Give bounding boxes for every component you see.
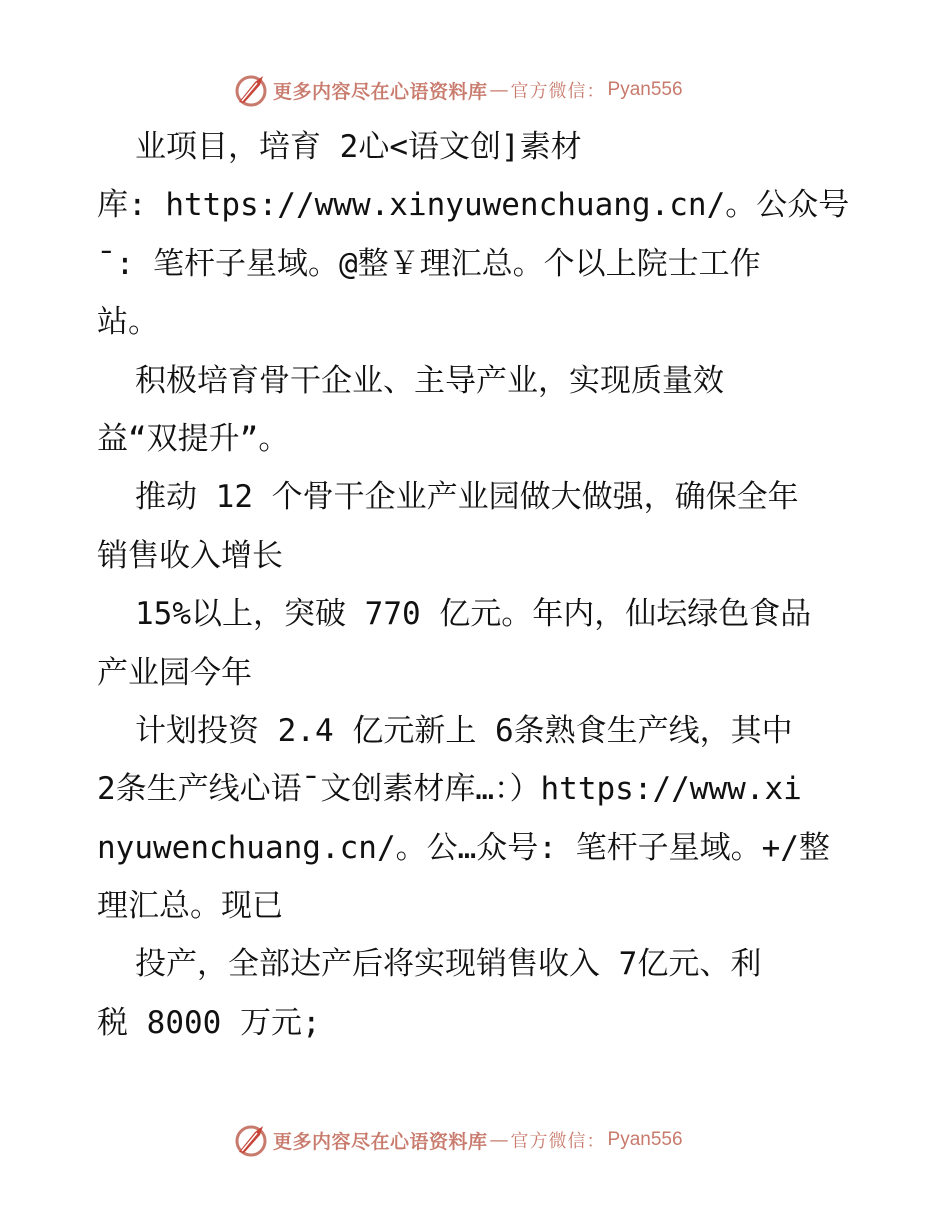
body-line: 积极培育骨干企业、主导产业，实现质量效	[135, 362, 724, 399]
footer-banner-label: 官方微信：	[510, 1131, 606, 1152]
body-line: 推动 12 个骨干企业产业园做大做强，确保全年	[135, 479, 799, 516]
body-line: 销售收入增长	[97, 537, 283, 574]
body-line: 2条生产线心语¯文创素材库…：）https://www.xi	[97, 771, 802, 808]
body-line: 税 8000 万元;	[97, 1004, 321, 1041]
body-line: 益“双提升”。	[97, 420, 290, 457]
header-banner-wechat-id: Pyan556	[607, 79, 683, 100]
header-banner-separator: —	[489, 79, 509, 101]
body-line: 产业园今年	[97, 654, 252, 691]
header-banner	[233, 71, 683, 109]
body-line: 库: https://www.xinyuwenchuang.cn/。公众号	[97, 187, 850, 224]
footer-banner-text: 更多内容尽在心语资料库	[273, 1130, 488, 1153]
header-banner-text: 更多内容尽在心语资料库	[273, 80, 488, 103]
body-line: 计划投资 2.4 亿元新上 6条熟食生产线，其中	[135, 712, 793, 749]
body-line: 15%以上，突破 770 亿元。年内，仙坛绿色食品	[135, 596, 812, 633]
footer-banner-wechat-id: Pyan556	[607, 1129, 683, 1150]
quill-pen-logo-icon	[233, 1122, 269, 1158]
body-line: nyuwenchuang.cn/。公…众号: 笔杆子星域。+/整	[97, 829, 830, 866]
body-line: 站。	[97, 304, 159, 341]
footer-banner-separator: —	[489, 1129, 509, 1151]
footer-banner	[233, 1121, 683, 1159]
body-line: ¯: 笔杆子星域。@整￥理汇总。个以上院士工作	[97, 245, 761, 282]
body-line: 投产，全部达产后将实现销售收入 7亿元、利	[135, 946, 762, 983]
header-banner-label: 官方微信：	[510, 81, 606, 102]
body-line: 理汇总。现已	[97, 888, 283, 925]
document-body	[97, 118, 857, 1052]
body-line: 业项目，培育 2心<语文创]素材	[135, 129, 582, 165]
quill-pen-logo-icon	[233, 72, 269, 108]
